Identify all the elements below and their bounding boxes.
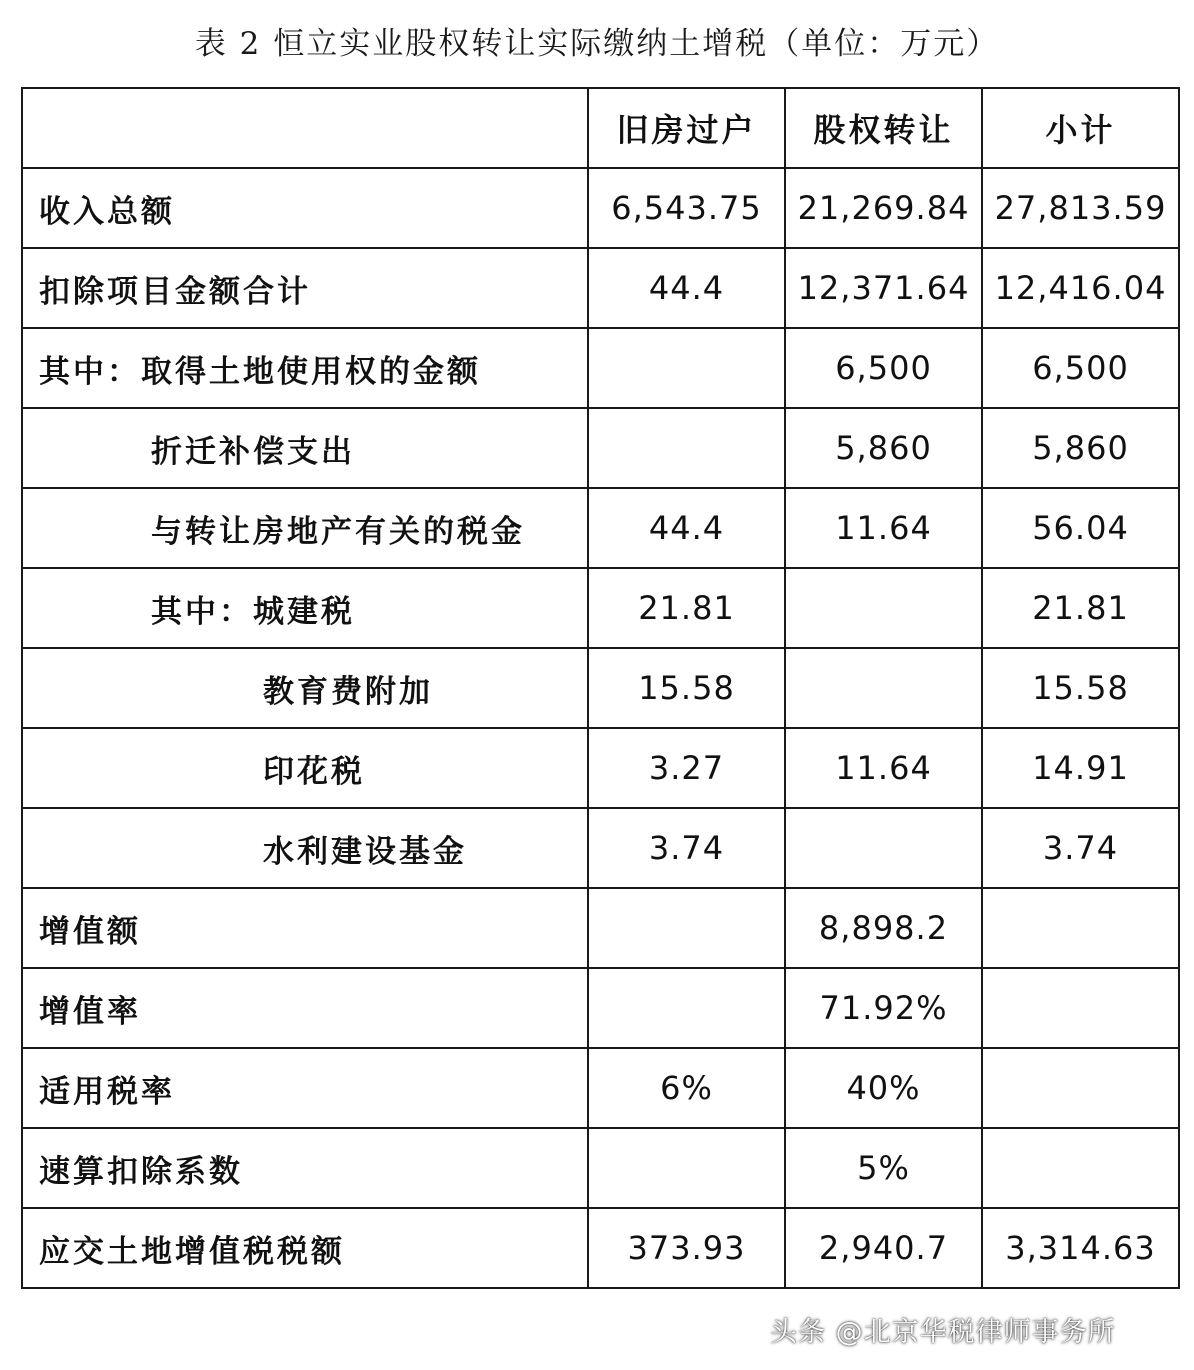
cell-old-house-transfer: 6% — [588, 1048, 785, 1128]
cell-subtotal: 3,314.63 — [982, 1208, 1179, 1288]
cell-subtotal: 6,500 — [982, 328, 1179, 408]
cell-subtotal: 12,416.04 — [982, 248, 1179, 328]
cell-subtotal: 3.74 — [982, 808, 1179, 888]
row-label: 水利建设基金 — [22, 808, 588, 888]
row-label: 扣除项目金额合计 — [22, 248, 588, 328]
row-label: 增值率 — [22, 968, 588, 1048]
cell-subtotal — [982, 888, 1179, 968]
cell-equity-transfer: 5% — [785, 1128, 982, 1208]
cell-equity-transfer: 11.64 — [785, 488, 982, 568]
cell-equity-transfer: 12,371.64 — [785, 248, 982, 328]
table-row — [22, 728, 1179, 808]
cell-old-house-transfer — [588, 408, 785, 488]
header-old-house-transfer: 旧房过户 — [588, 88, 785, 168]
cell-equity-transfer: 5,860 — [785, 408, 982, 488]
row-label: 其中：城建税 — [22, 568, 588, 648]
cell-subtotal — [982, 968, 1179, 1048]
cell-old-house-transfer: 373.93 — [588, 1208, 785, 1288]
table-row — [22, 488, 1179, 568]
table-row — [22, 1048, 1179, 1128]
header-subtotal: 小计 — [982, 88, 1179, 168]
table-row — [22, 328, 1179, 408]
cell-old-house-transfer — [588, 1128, 785, 1208]
cell-old-house-transfer: 44.4 — [588, 488, 785, 568]
cell-old-house-transfer: 3.27 — [588, 728, 785, 808]
cell-equity-transfer — [785, 808, 982, 888]
row-label: 增值额 — [22, 888, 588, 968]
row-label: 应交土地增值税税额 — [22, 1208, 588, 1288]
tax-table — [21, 87, 1180, 1289]
cell-equity-transfer: 71.92% — [785, 968, 982, 1048]
cell-subtotal: 56.04 — [982, 488, 1179, 568]
cell-old-house-transfer: 6,543.75 — [588, 168, 785, 248]
cell-subtotal: 27,813.59 — [982, 168, 1179, 248]
table-row — [22, 1208, 1179, 1288]
watermark: 头条 @北京华税律师事务所 — [770, 1317, 1116, 1348]
cell-old-house-transfer: 15.58 — [588, 648, 785, 728]
row-label: 收入总额 — [22, 168, 588, 248]
cell-subtotal: 21.81 — [982, 568, 1179, 648]
header-cell-empty — [22, 88, 588, 168]
table-row — [22, 968, 1179, 1048]
cell-equity-transfer: 21,269.84 — [785, 168, 982, 248]
cell-old-house-transfer — [588, 968, 785, 1048]
table-row — [22, 248, 1179, 328]
cell-subtotal — [982, 1128, 1179, 1208]
table-row — [22, 408, 1179, 488]
cell-equity-transfer — [785, 648, 982, 728]
cell-equity-transfer: 6,500 — [785, 328, 982, 408]
cell-old-house-transfer — [588, 328, 785, 408]
table-row — [22, 808, 1179, 888]
cell-equity-transfer: 11.64 — [785, 728, 982, 808]
cell-equity-transfer: 8,898.2 — [785, 888, 982, 968]
table-row — [22, 168, 1179, 248]
row-label: 折迁补偿支出 — [22, 408, 588, 488]
table-row — [22, 1128, 1179, 1208]
table-row — [22, 648, 1179, 728]
cell-equity-transfer — [785, 568, 982, 648]
header-equity-transfer: 股权转让 — [785, 88, 982, 168]
cell-old-house-transfer: 44.4 — [588, 248, 785, 328]
row-label: 与转让房地产有关的税金 — [22, 488, 588, 568]
row-label: 速算扣除系数 — [22, 1128, 588, 1208]
row-label: 其中：取得土地使用权的金额 — [22, 328, 588, 408]
cell-subtotal — [982, 1048, 1179, 1128]
cell-old-house-transfer — [588, 888, 785, 968]
cell-subtotal: 14.91 — [982, 728, 1179, 808]
row-label: 适用税率 — [22, 1048, 588, 1128]
table-header-row — [22, 88, 1179, 168]
cell-equity-transfer: 40% — [785, 1048, 982, 1128]
row-label: 印花税 — [22, 728, 588, 808]
cell-old-house-transfer: 21.81 — [588, 568, 785, 648]
cell-subtotal: 5,860 — [982, 408, 1179, 488]
cell-subtotal: 15.58 — [982, 648, 1179, 728]
table-row — [22, 888, 1179, 968]
table-caption: 表 2 恒立实业股权转让实际缴纳土增税（单位：万元） — [194, 26, 1000, 62]
row-label: 教育费附加 — [22, 648, 588, 728]
cell-equity-transfer: 2,940.7 — [785, 1208, 982, 1288]
table-row — [22, 568, 1179, 648]
cell-old-house-transfer: 3.74 — [588, 808, 785, 888]
